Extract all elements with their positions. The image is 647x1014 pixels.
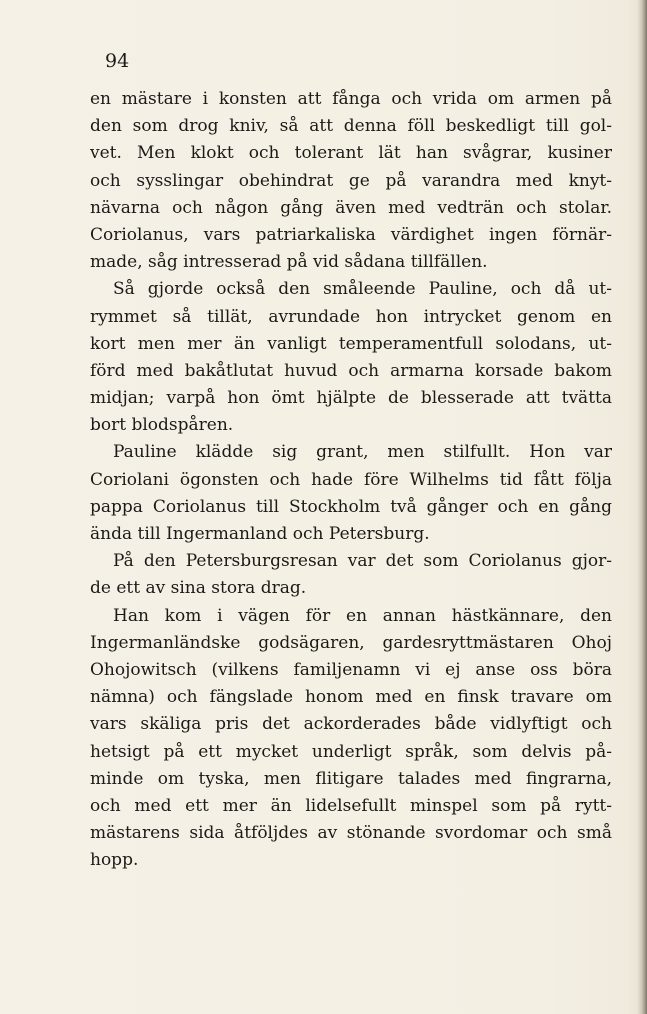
text-line: midjan; varpå hon ömt hjälpte de blesserade att tvätta — [90, 388, 612, 409]
text-line: och med ett mer än lidelsefullt minspel som på rytt- — [90, 795, 612, 816]
text-line: nävarna och någon gång även med vedträn och stolar. — [90, 197, 612, 218]
text-line: nämna) och fängslade honom med en finsk travare om — [90, 687, 612, 708]
text-line: bort blodspåren. — [90, 415, 234, 436]
text-line: vars skäliga pris det ackorderades både vidlyftigt och — [90, 714, 612, 735]
text-line: Coriolani ögonsten och hade före Wilhelms tid fått följa — [90, 469, 612, 490]
text-line: På den Petersburgsresan var det som Coriolanus gjor- — [113, 551, 612, 572]
text-line: de ett av sina stora drag. — [90, 578, 307, 599]
text-line: pappa Coriolanus till Stockholm två gånger och en gång — [90, 496, 612, 517]
text-line: den som drog kniv, så att denna föll beskedligt till gol- — [90, 116, 612, 137]
text-line: Ingermanländske godsägaren, gardesryttmästaren Ohoj — [90, 632, 612, 653]
text-line: och sysslingar obehindrat ge på varandra med knyt- — [90, 170, 612, 191]
text-line: vet. Men klokt och tolerant lät han svågrar, kusiner — [90, 143, 612, 164]
text-line: Coriolanus, vars patriarkaliska värdighet ingen förnär- — [90, 224, 612, 245]
text-line: Så gjorde också den småleende Pauline, och då ut- — [113, 279, 612, 300]
text-line: förd med bakåtlutat huvud och armarna korsade bakom — [90, 360, 612, 381]
text-line: mästarens sida åtföljdes av stönande svordomar och små — [90, 823, 612, 844]
text-line: Han kom i vägen för en annan hästkännare, den — [113, 605, 612, 626]
text-line: rymmet så tillät, avrundade hon intrycket genom en — [90, 306, 612, 327]
text-line: Pauline klädde sig grant, men stilfullt. Hon var — [113, 442, 612, 463]
text-line: minde om tyska, men flitigare talades med fingrarna, — [90, 768, 612, 789]
page-edge-shadow — [637, 0, 647, 1014]
text-line: ända till Ingermanland och Petersburg. — [90, 524, 430, 544]
text-line: en mästare i konsten att fånga och vrida om armen på — [90, 89, 612, 109]
text-line: hetsigt på ett mycket underligt språk, som delvis på- — [90, 741, 612, 762]
text-line: hopp. — [90, 850, 139, 871]
page-number: 94 — [105, 50, 130, 72]
text-line: made, såg intresserad på vid sådana tillfällen. — [90, 252, 488, 273]
body-text — [90, 86, 612, 874]
text-line: Ohojowitsch (vilkens familjenamn vi ej anse oss böra — [90, 659, 612, 680]
text-line: kort men mer än vanligt temperamentfull solodans, ut- — [90, 333, 612, 354]
